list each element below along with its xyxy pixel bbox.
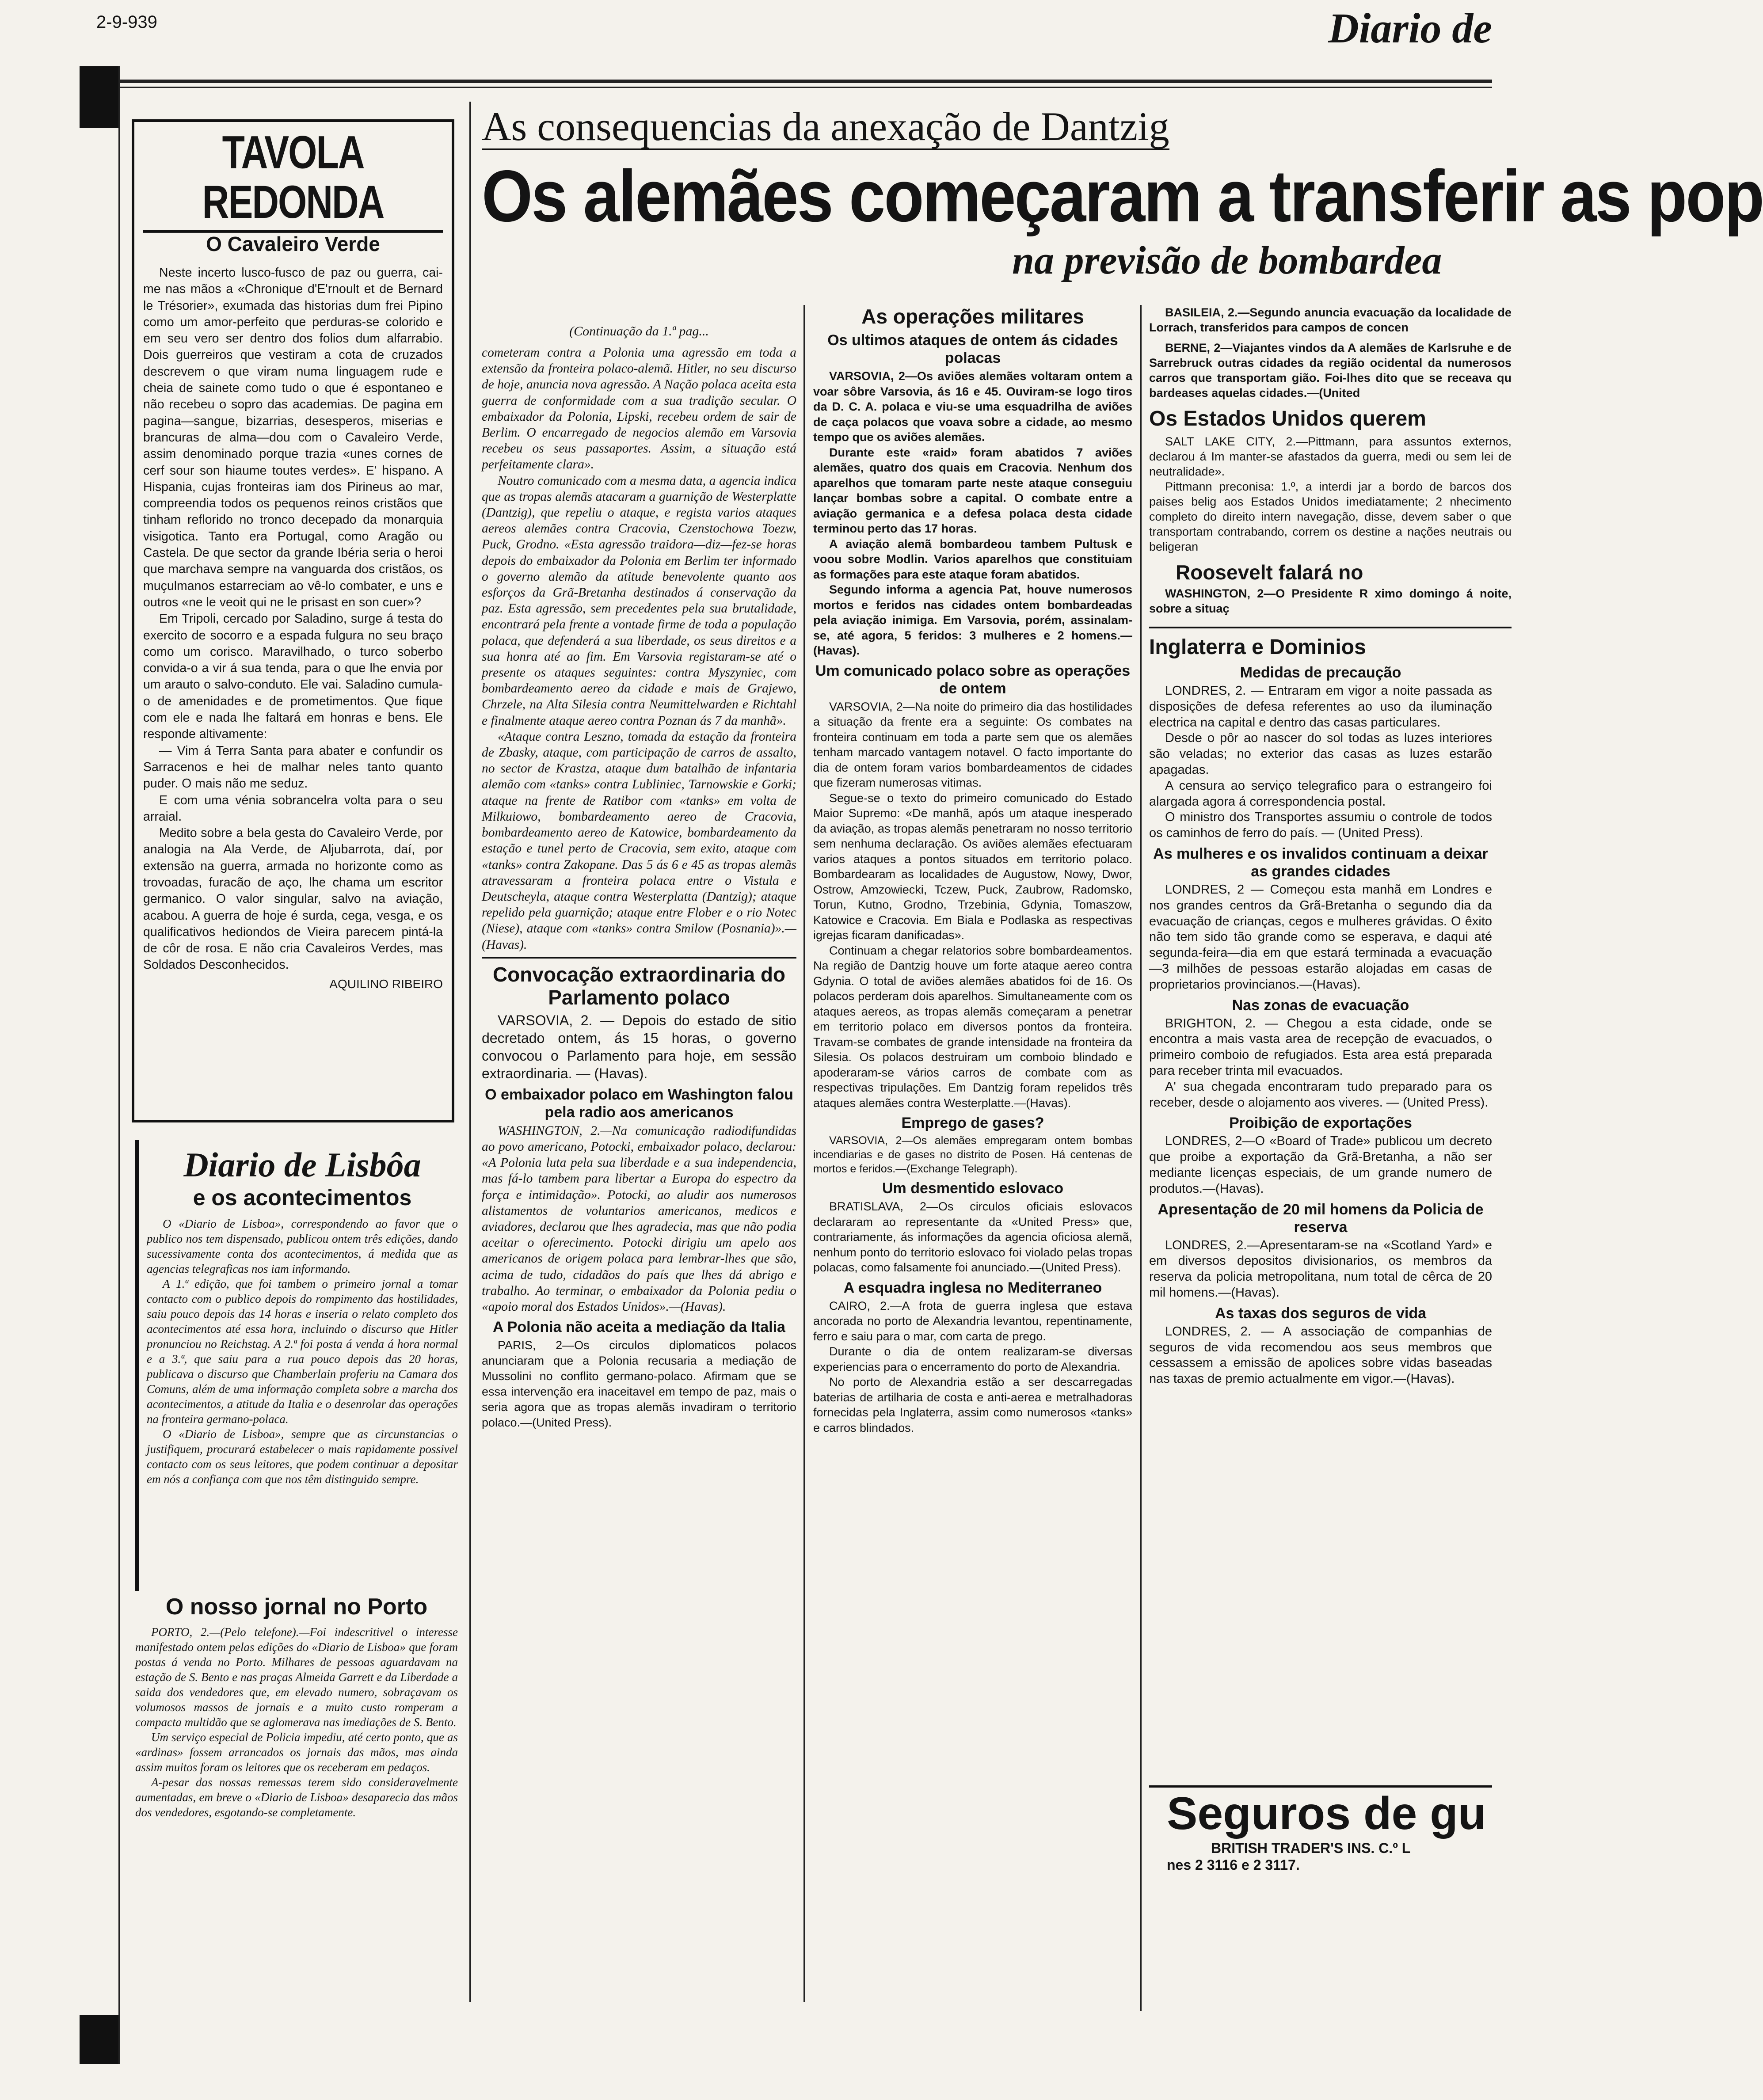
col3-paragraph: Segue-se o texto do primeiro comunicado do Estado Maior Supremo: «De manhã, após um ataque inesperado da aviação, as tropas alemãs penetraram no nosso territorio sem nenhuma declaração. Os aviões alemães efectuaram varios ataques a pontos situados em territorio polaco. Bombardearam as localidades de Augustow, Nowy, Dwor, Ostrow, Amzowiecki, Tczew, Puck, Zaubrow, Radomsko, Torun, Kutno, Grodno, Trzebinia, Gdynia, Tomaszow, Katowice e Cracovia. Em Biala e Podlaska as respectivas igrejas ficaram danificadas». (813, 791, 1132, 942)
tavola-paragraph: Medito sobre a bela gesta do Cavaleiro Verde, por analogia na Ala Verde, de Aljubarrota, daí, por extensão na guerra, armada no horizonte como as trovoadas, furacão de aço, lhe chama um escritor germanico. O valor singular, salvo na aviação, acabou. A guerra de hoje é surda, cega, vesga, e os qualificativos hediondos de Vieira parecem pintá-la de côr de rosa. E não cria Cavaleiros Verdes, mas Soldados Desconhecidos. (143, 826, 443, 972)
col3-paragraph: No porto de Alexandria estão a ser descarregadas baterias de artilharia de costa e anti-aerea e metralhadoras fornecidas pela Inglaterra, assim como numerosos «tanks» e carros blindados. (813, 1375, 1132, 1434)
col-divider-2 (803, 305, 805, 2002)
ad-line1: BRITISH TRADER'S INS. C.º L (1211, 1840, 1411, 1856)
col3-paragraph: Durante este «raid» foram abatidos 7 aviões alemães, quatro dos quais em Cracovia. Nenhum dos aparelhos que tomaram parte neste ataque conseguiu lançar bombas sobre a capital. O combate entre a aviação germanica e a defesa polaca desta cidade terminou perto das 17 horas. (813, 445, 1132, 535)
operations-title: As operações militares (861, 305, 1084, 328)
convoc-text: VARSOVIA, 2. — Depois do estado de sitio decretado ontem, ás 15 horas, o governo convocou o Parlamento para hoje, em sessão extraordinaria. — (Havas). (482, 1012, 796, 1081)
diario-paragraph: O «Diario de Lisboa», sempre que as circunstancias o justifiquem, procurará estabelecer o mais rapidamente possivel contacto com os seus leitores, que podem continuar a depositar em nós a confiança com que nos têm distinguido sempre. (147, 1427, 458, 1486)
col4-paragraph: Desde o pôr ao nascer do sol todas as luzes interiores são veladas; no exterior das casas as luzes estarão apagadas. (1149, 731, 1492, 777)
headline-deck: na previsão de bombardea (1012, 239, 1442, 282)
esquadra-title: A esquadra inglesa no Mediterraneo (843, 1279, 1102, 1296)
col2-paragraph: Noutro comunicado com a mesma data, a agencia indica que as tropas alemãs atacaram a guarnição de Westerplatte (Dantzig), que repeliu o ataque, e regista varios ataques aereos alemães contra Cracovia, Czenstochowa Toezw, Puck, Grodno. «Esta agressão traidora—diz—fez-se horas depois do embaixador da Polonia em Berlim ter informado o governo alemão da atitude benevolente quanto aos esforços da Grã-Bretanha destinados á conservação da paz. Esta agressão, sem precedentes pela sua brutalidade, encontrará pela frente a vontade firme de toda a população polaca, que defenderá a sua liberdade, os seus direitos e a sua honra até ao fim. Em Varsovia registaram-se até o presente os ataques seguintes: contra Myszyniec, com bombardeamento aereo da cidade e mais de Grajewo, Chrzele, na Alta Silesia contra Neumittelwarden e Richtahl e finalmente ataque aereo contra Poznan ás 7 da manhã». (482, 473, 796, 728)
col3-paragraph: Segundo informa a agencia Pat, houve numerosos mortos e feridos nas cidades ontem bombardeadas pela aviação inimiga. Em Varsovia, porém, assinalam-se, até agora, 5 feridos: 3 mulheres e 2 homens.—(Havas). (813, 583, 1132, 657)
med-title: A Polonia não aceita a mediação da Italia (493, 1319, 785, 1336)
basileia-text: BASILEIA, 2.—Segundo anuncia evacuação da localidade de Lorrach, transferidos para campos de concen (1149, 306, 1512, 334)
ad-line2: nes 2 3116 e 2 3117. (1167, 1857, 1300, 1873)
porto-article (135, 1591, 458, 1980)
col4-paragraph: Pittmann preconisa: 1.º, a interdi jar a bordo de barcos dos paises belig aos Estados Unidos imediatamente; 2 nhecimento completo do direito intern navegação, disse, devem saber o que transportam contrabando, correm os destine a nações neutrais ou beligeran (1149, 480, 1512, 553)
col-divider-1 (469, 102, 471, 2002)
exportacoes-title: Proibição de exportações (1229, 1115, 1412, 1132)
mulheres-text: LONDRES, 2 — Começou esta manhã em Londres e nos grandes centros da Grã-Bretanha o segundo dia da evacuação de crianças, cegos e mulheres grávidas. O êxito não tem sido tão grande como se esperava, e daqui até segunda-feira—dia em que estará terminada a evacuação—3 milhões de pessoas estarão alojadas em casas de proprietarios provincianos.—(Havas). (1149, 882, 1492, 992)
roosevelt-text: WASHINGTON, 2—O Presidente R ximo domingo á noite, sobre a situaç (1149, 586, 1512, 628)
headline-kicker: As consequencias da anexação de Dantzig (482, 104, 1169, 150)
medidas-title: Medidas de precaução (1240, 664, 1401, 681)
porto-paragraph: PORTO, 2.—(Pelo telefone).—Foi indescritivel o interesse manifestado ontem pelas edições do «Diario de Lisboa» que foram postas á venda no Porto. Milhares de pessoas aguardavam na estação de S. Bento e nas praças Almeida Garrett e da Liberdade a saida dos vendedores que, em elevado numero, sobraçavam os volumosos massos de jornais e a muito custo romperam a compacta multidão que se aglomerava nas imediações de S. Bento. (135, 1625, 458, 1729)
tavola-paragraph: — Vim á Terra Santa para abater e confundir os Sarracenos e hei de malhar neles tanto quanto puder. O mais não me seduz. (143, 743, 443, 791)
diario-subtitle: e os acontecimentos (193, 1185, 412, 1210)
taxas-title: As taxas dos seguros de vida (1215, 1305, 1427, 1322)
tavola-title: TAVOLA REDONDA (143, 127, 443, 233)
eslovaco-text: BRATISLAVA, 2—Os circulos oficiais eslovacos declararam ao representante da «United Press» que, contrariamente, ás informações da agencia oficiosa alemã, nenhum ponto do territorio eslovaco foi violado pelas tropas polacas, como falsamente foi anunciado.—(United Press). (813, 1200, 1132, 1274)
tavola-paragraph: Neste incerto lusco-fusco de paz ou guerra, cai-me nas mãos a «Chronique d'E'rnoult et de Bernard le Trésorier», exumada das historias dum frei Pipino como um amor-perfeito que perduras-se colorido e em seu vero ser dentro dos folios dum alfarrabio. Dois guerreiros que vestiram a cota de cruzados descrevem o que viram numa linguagem rude e cheia de sainete como tudo o que é espontaneo e não recebeu o sopro das academias. De pagina em pagina—sangue, bizarrias, desesperos, miserias e brancuras de alma—dou com o Cavaleiro Verde, assim denominado porque trazia «unes cornes de cerf sour son hiaume toutes verdes». E' hispano. A Hispania, cujas fronteiras iam dos Pirineus ao mar, compreendia todos os pequenos reinos cristãos que tinham reflorido no tronco decepado da monarquia visigotica. Tanto era Portugal, como Aragão ou Castela. De que sector da grande Ibéria seria o heroi que marchava sempre na vanguarda dos cristãos, os muçulmanos estarreciam ao vê-lo combater, e uns e outros «ne le veoit qui ne le prisast en son cuer»? (143, 266, 443, 609)
col2-article (482, 305, 796, 1980)
berne-text: BERNE, 2—Viajantes vindos da A alemães de Karlsruhe e de Sarrebruck outras cidades da região ocidental da numerosos carros que transportam gião. Foi-lhes dito que se receava qu bardeases aquelas cidades.—(United (1149, 341, 1512, 399)
policia-title: Apresentação de 20 mil homens da Policia de reserva (1158, 1201, 1484, 1236)
eua-title: Os Estados Unidos querem (1149, 407, 1426, 430)
top-rule (80, 80, 1492, 83)
top-rule-thin (80, 87, 1492, 88)
col3-article (813, 305, 1132, 1980)
col4-paragraph: BRIGHTON, 2. — Chegou a esta cidade, onde se encontra a mais vasta area de recepção de evacuados, o primeiro comboio de refugiados. Esta area está preparada para receber trinta mil evacuados. (1149, 1016, 1492, 1078)
porto-paragraph: Um serviço especial de Policia impediu, até certo ponto, que as «ardinas» fossem arrancados os jornais das mãos, mas ainda assim muitos foram os leitores que os receberam em pedaços. (135, 1731, 458, 1774)
operations-sub1: Os ultimos ataques de ontem ás cidades polacas (827, 332, 1118, 366)
col3-paragraph: VARSOVIA, 2—Na noite do primeiro dia das hostilidades a situação da frente era a seguinte: Os combates na fronteira continuam em toda a parte sem que os alemães tenham marcado vantagem notavel. O facto importante do dia de ontem foram varios bombardeamentos de cidades que fizeram numerosas vitimas. (813, 700, 1132, 789)
col4-paragraph: A' sua chegada encontraram tudo preparado para os receber, desde o alojamento aos viveres. — (United Press). (1149, 1079, 1492, 1110)
policia-text: LONDRES, 2.—Apresentaram-se na «Scotland Yard» e em diversos depositos divisionarios, os membros da reserva da policia metropolitana, num total de cêrca de 20 mil homens.—(Havas). (1149, 1238, 1492, 1300)
masthead-logo: Diario de (1328, 4, 1492, 52)
main-headline: Os alemães começaram a transferir as pop (482, 155, 1763, 237)
col-divider-3 (1140, 305, 1142, 2011)
col2-paragraph: cometeram contra a Polonia uma agressão em toda a extensão da fronteira polaco-alemã. Hitler, no seu discurso de hoje, anuncia nova agressão. A Nação polaca aceita esta guerra de conformidade com a sua tradição secular. O embaixador da Polonia, Lipski, recebeu ordem de sair de Berlim. O encarregado de negocios alemão em Varsovia recebeu os seus passaportes. Assim, a situação está perfeitamente clara». (482, 346, 796, 472)
gases-text: VARSOVIA, 2—Os alemães empregaram ontem bombas incendiarias e de gases no distrito de Posen. Há centenas de mortos e feridos.—(Exchange Telegraph). (813, 1134, 1132, 1175)
ad-title: Seguros de gu (1167, 1788, 1486, 1839)
col4-paragraph: SALT LAKE CITY, 2.—Pittmann, para assuntos externos, declarou á Im manter-se afastados da guerra, medi ou sem lei de neutralidade». (1149, 435, 1512, 478)
med-text: PARIS, 2—Os circulos diplomaticos polacos anunciaram que a Polonia recusaria a mediação de Mussolini no conflito germano-polaco. Afirmam que se essa intervenção era inaceitavel em tempo de paz, mais o seria agora que as tropas alemãs invadiram o territorio polaco.—(United Press). (482, 1339, 796, 1430)
gases-title: Emprego de gases? (901, 1115, 1044, 1131)
col4-paragraph: O ministro dos Transportes assumiu o controle de todos os caminhos de ferro do país. — (United Press). (1149, 810, 1492, 841)
col3-paragraph: Durante o dia de ontem realizaram-se diversas experiencias para o encerramento do porto de Alexandria. (813, 1345, 1132, 1373)
tavola-signature: AQUILINO RIBEIRO (329, 977, 443, 991)
inglaterra-title: Inglaterra e Dominios (1149, 635, 1366, 659)
emb-text: WASHINGTON, 2.—Na comunicação radiodifundidas ao povo americano, Potocki, embaixador polaco, declarou: «A Polonia luta pela sua liberdade e a sua independencia, mas fá-lo tambem para libertar a Europa do espectro da força e intimidação». Potocki, ao aludir aos numerosos alistamentos de voluntarios americanos, medicos e aviadores, declarou que lhes agradecia, mas que não podia aceitar o oferecimento. Potocki dirigiu um apelo aos americanos de origem polaca para lembrar-lhes que são, acima de tudo, cidadãos do país que lhes dá abrigo e trabalho. Ao terminar, o embaixador da Polonia pediu o «apoio moral dos Estados Unidos».—(Havas). (482, 1123, 796, 1314)
col3-paragraph: A aviação alemã bombardeou tambem Pultusk e voou sobre Modlin. Varios aparelhos que constituiam as formações para este ataque foram abatidos. (813, 537, 1132, 581)
eslovaco-title: Um desmentido eslovaco (882, 1180, 1063, 1197)
margin-bar-top (80, 66, 119, 128)
page-date: 2-9-939 (96, 12, 157, 32)
tavola-paragraph: E com uma vénia sobrancelra volta para o seu arraial. (143, 793, 443, 824)
diario-paragraph: A 1.ª edição, que foi tambem o primeiro jornal a tomar contacto com o publico depois do rompimento das hostilidades, saiu pouco depois das 14 horas e inseria o relato completo dos acontecimentos até essa hora, incluindo o discurso que Hitler pronunciou no Reichstag. A 2.ª foi posta á venda á hora normal e a 3.ª, que saiu para a rua pouco depois das 20 horas, publicava o discurso que Chamberlain proferiu na Camara dos Comuns, além de uma informação completa sobre a marcha dos acontecimentos, a atitude da Italia e o desenrolar das operações na fronteira germano-polaca. (147, 1277, 458, 1426)
diario-logo: Diario de Lisbôa (183, 1145, 421, 1184)
tavola-subtitle: O Cavaleiro Verde (206, 232, 380, 255)
continuation-note: (Continuação da 1.ª pag... (569, 324, 709, 339)
diario-box (135, 1140, 458, 1591)
emb-title: O embaixador polaco em Washington falou pela radio aos americanos (485, 1086, 793, 1121)
exportacoes-text: LONDRES, 2—O «Board of Trade» publicou um decreto que proibe a exportação da Grã-Bretanha, a não ser mediante licenças especiais, de um grande numero de produtos.—(Havas). (1149, 1134, 1492, 1196)
porto-title: O nosso jornal no Porto (165, 1594, 428, 1620)
col3-paragraph: Continuam a chegar relatorios sobre bombardeamentos. Na região de Dantzig houve um forte ataque aereo contra Gdynia. O total de aviões alemães abatidos foi de 16. Os polacos perderam dois aparelhos. Simultaneamente com os ataques aereos, as tropas alemãs começaram a penetrar em territorio polaco em diversos pontos da fronteira. Travam-se combates de grande intensidade na fronteira da Silesia. Os polacos destruiram um comboio blindado e apoderaram-se vários carros de combate com as respectivas tripulações. Em Dantzig foram repelidos três ataques alemães contra Westerplatte.—(Havas). (813, 943, 1132, 1110)
operations-sub2: Um comunicado polaco sobre as operações de ontem (815, 662, 1131, 697)
col3-paragraph: CAIRO, 2.—A frota de guerra inglesa que estava ancorada no porto de Alexandria levantou, repentinamente, ferro e saiu para o mar, com carta de prego. (813, 1299, 1132, 1343)
col4-paragraph: A censura ao serviço telegrafico para o estrangeiro foi alargada agora á correspondencia postal. (1149, 778, 1492, 809)
seguros-ad (1149, 1785, 1492, 1876)
diario-paragraph: O «Diario de Lisboa», correspondendo ao favor que o publico nos tem dispensado, publicou ontem três edições, dando sucessivamente conta dos acontecimentos, á medida que as agencias telegraficas nos iam informando. (147, 1217, 458, 1275)
col4-paragraph: LONDRES, 2. — Entraram em vigor a noite passada as disposições de defesa referentes ao uso da iluminação electrica na capital e dentro das casas particulares. (1149, 684, 1492, 730)
roosevelt-title: Roosevelt falará no (1176, 561, 1363, 584)
tavola-box (132, 119, 454, 1122)
taxas-text: LONDRES, 2. — A associação de companhias de seguros de vida recomendou aos seus membros que cessassem a emissão de apolices sobre vidas baseadas nas taxas de premio actualmente em vigor.—(Havas). (1149, 1324, 1492, 1386)
col2-paragraph: «Ataque contra Leszno, tomada da estação da fronteira de Zbasky, ataque, com participação de carros de assalto, no sector de Krastza, ataque dum batalhão de infantaria alemão com «tanks» contra Lubliniec, Tarnowskie e Gorki; ataque na frente de Ratibor com «tanks» em volta de Milkuiowo, bombardeamento aereo de Cracovia, bombardeamento aereo de Katowice, bombardeamento da estação e tunel perto de Cracovia, sem exito, ataque com «tanks» contra Zakopane. Das 5 ás 6 e 45 as tropas alemãs atravessaram a fronteira polaca entre o Vistula e Deutscheyla, ataque contra Westerplatta (Dantzig); ataque repelido pela guarnição; ataque entre Flober e o rio Notec (Niese), ataque com «tanks» contra Smilow (Posnania)».—(Havas). (482, 729, 796, 952)
margin-bar-bottom (80, 2015, 119, 2064)
convoc-title: Convocação extraordinaria do Parlamento polaco (482, 957, 796, 1009)
tavola-paragraph: Em Tripoli, cercado por Saladino, surge á testa do exercito de socorro e a espada fulgura no seu braço como um corisco. Maravilhado, o turco soberbo convida-o a vir á sua tenda, para o que lhe envia por um arauto o salvo-conduto. Ele vai. Saladino cumula-o de amenidades e de prometimentos. Que fique com ele e nada lhe faltará em honras e bens. Ele responde altivamente: (143, 612, 443, 742)
col4-article (1149, 305, 1512, 2006)
margin-line (118, 66, 120, 2064)
evacuacao-title: Nas zonas de evacuação (1232, 997, 1409, 1014)
porto-paragraph: A-pesar das nossas remessas terem sido consideravelmente aumentadas, em breve o «Diario de Lisboa» desaparecia das mãos dos vendedores, esgotando-se completamente. (135, 1776, 458, 1819)
mulheres-title: As mulheres e os invalidos continuam a deixar as grandes cidades (1153, 845, 1488, 880)
col3-paragraph: VARSOVIA, 2—Os aviões alemães voltaram ontem a voar sôbre Varsovia, ás 16 e 45. Ouviram-se logo tiros da D. C. A. polaca e viu-se uma esquadrilha de aviões de caça polacos que voava sobre a cidade, ao mesmo tempo que os aviões alemães. (813, 369, 1132, 444)
